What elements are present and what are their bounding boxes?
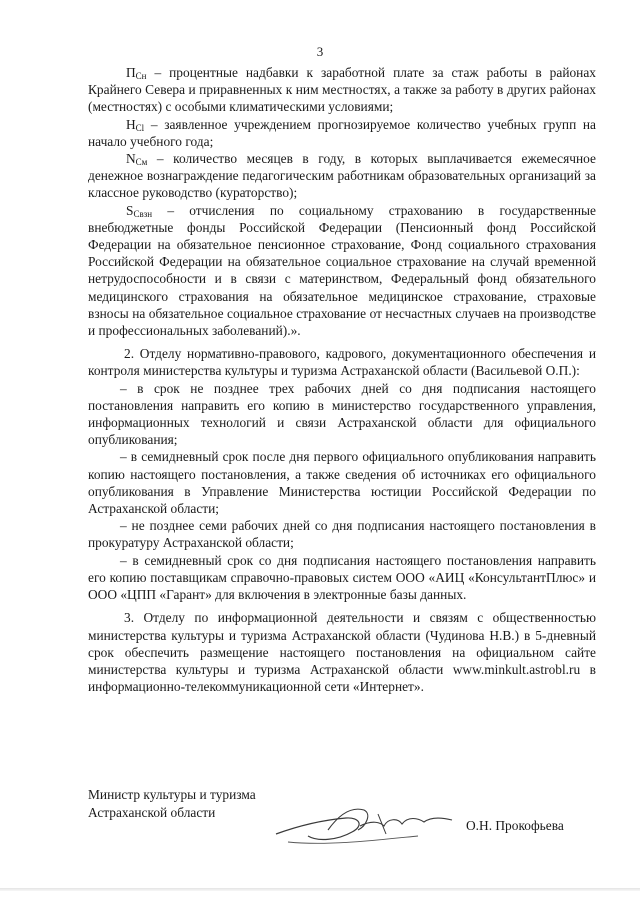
handwritten-signature: [268, 796, 468, 866]
item-2-point: – в семидневный срок со дня подписания настоящего постановления направить его копию поставщикам справочно-правовых систем ООО «АИЦ «КонсультантПлюс» и ООО «ЦПП «Гарант» для включения в электронные базы данных.: [88, 552, 596, 603]
formula-symbol: $П_{Сн}$: [126, 65, 147, 81]
formula-symbol: $Н_{Сl}$: [126, 116, 145, 133]
signatory-name: О.Н. Прокофьева: [466, 818, 564, 833]
item-2-point: – в срок не позднее трех рабочих дней со дня подписания настоящего постановления направить его копию в министерство государственного управления, информационных технологий и связи Астраханской области для официального опубликования;: [88, 380, 596, 448]
definition-paragraph: $П_{Сн}$ – процентные надбавки к заработной плате за стаж работы в районах Крайнего Севера и приравненных к ним местностях, а также за работу в других районах (местностях) с особыми климатическими условиями;: [88, 65, 596, 115]
formula-symbol: $S_{Свзн}$: [126, 202, 153, 219]
position-line: Астраханской области: [88, 805, 216, 820]
formula-symbol: $N_{См}$: [126, 151, 148, 168]
definition-paragraph: $N_{См}$ – количество месяцев в году, в которых выплачивается ежемесячное денежное вознаграждение педагогическим работникам образовательных организаций за классное руководство (кураторство);: [88, 151, 596, 201]
scan-edge-divider: [0, 888, 640, 891]
definition-paragraph: $S_{Свзн}$ – отчисления по социальному страхованию в государственные внебюджетные фонды Российской Федерации (Пенсионный фонд Российской Федерации на обязательное пенсионное страхование, Фонд социального страхования Российской Федерации на обязательное социальное страхование на случай временной нетрудоспособности и в связи с материнством, Федеральный фонд обязательного медицинского страхования на обязательное медицинское страхование, страховые взносы на обязательное социальное страхование от несчастных случаев на производстве и профессиональных заболеваний).».: [88, 202, 596, 339]
position-line: Министр культуры и туризма: [88, 787, 256, 802]
document-body: [88, 64, 596, 695]
item-3-paragraph: 3. Отделу по информационной деятельности и связям с общественностью министерства культуры и туризма Астраханской области (Чудинова Н.В.) в 5-дневный срок обеспечить размещение настоящего постановления на официальном сайте министерства культуры и туризма Астраханской области www.minkult.astrobl.ru в информационно-телекоммуникационной сети «Интернет».: [88, 610, 596, 695]
page-number: 3: [316, 44, 324, 59]
item-2-heading: 2. Отделу нормативно-правового, кадрового, документационного обеспечения и контроля министерства культуры и туризма Астраханской области (Васильевой О.П.):: [88, 346, 596, 379]
definition-paragraph: $Н_{Сl}$ – заявленное учреждением прогнозируемое количество учебных групп на начало учебного года;: [88, 116, 596, 149]
signatory-position: [88, 786, 256, 822]
item-2-point: – в семидневный срок после дня первого официального опубликования направить копию настоящего постановления, а также сведения об источниках его официального опубликования в Управление Министерства юстиции Российской Федерации по Астраханской области;: [88, 449, 596, 517]
item-2-point: – не позднее семи рабочих дней со дня подписания настоящего постановления в прокуратуру Астраханской области;: [88, 518, 596, 551]
